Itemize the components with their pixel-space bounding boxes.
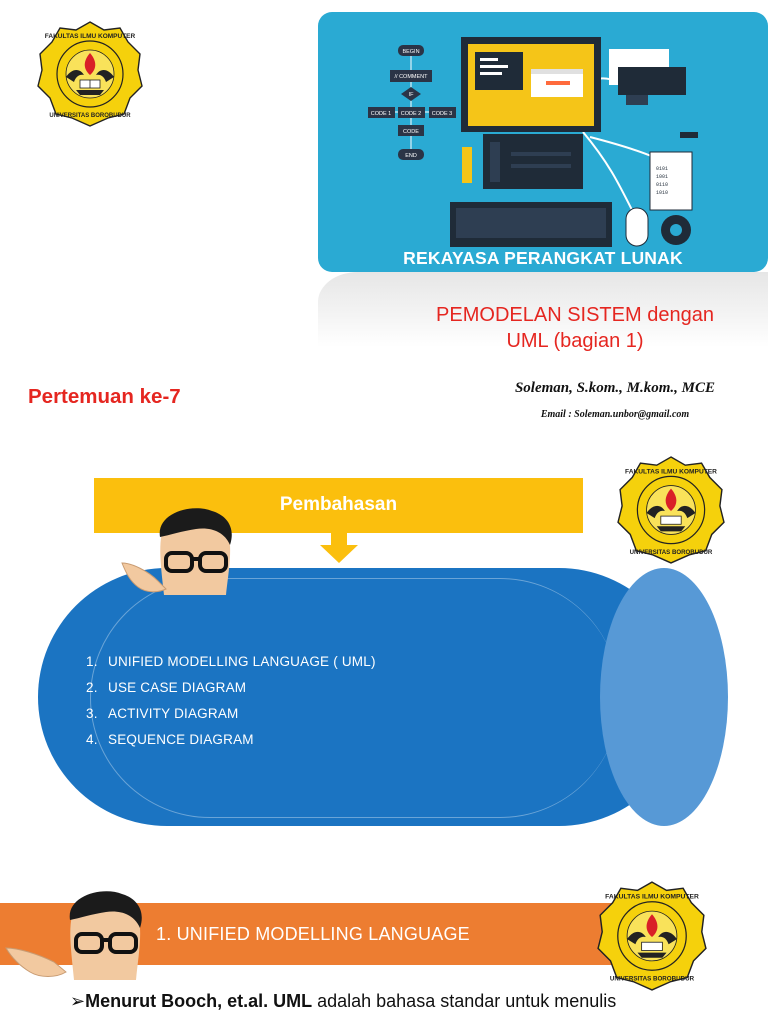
author-email: Email : Soleman.unbor@gmail.com <box>540 409 690 420</box>
definition-text: adalah bahasa standar untuk menulis <box>312 991 617 1011</box>
subtitle-line-1: PEMODELAN SISTEM dengan <box>436 304 714 326</box>
svg-text:// COMMENT: // COMMENT <box>394 74 428 80</box>
title-slide <box>0 0 768 450</box>
svg-text:IF: IF <box>408 92 414 98</box>
svg-text:END: END <box>405 153 417 159</box>
university-logo <box>36 20 144 128</box>
svg-text:CODE 2: CODE 2 <box>400 111 422 117</box>
meeting-number: Pertemuan ke-7 <box>28 385 181 408</box>
man-with-glasses-icon <box>2 888 152 980</box>
svg-text:CODE: CODE <box>403 129 419 135</box>
definition-source: Menurut Booch, et.al. UML <box>85 991 313 1011</box>
svg-text:UNIVERSITAS BOROBUDUR: UNIVERSITAS BOROBUDUR <box>609 975 695 983</box>
banner-title: REKAYASA PERANGKAT LUNAK <box>403 248 683 268</box>
svg-text:UNIVERSITAS BOROBUDUR: UNIVERSITAS BOROBUDUR <box>49 113 131 119</box>
arrow-down-icon <box>320 533 358 563</box>
list-item: 2. USE CASE DIAGRAM <box>86 680 247 695</box>
university-logo-section <box>596 880 708 992</box>
panel-end-cap <box>600 568 728 826</box>
character-illustration <box>100 505 250 600</box>
course-banner <box>318 12 768 272</box>
svg-text:FAKULTAS ILMU KOMPUTER: FAKULTAS ILMU KOMPUTER <box>625 468 717 476</box>
list-item: 4. SEQUENCE DIAGRAM <box>86 732 254 747</box>
university-seal-icon <box>616 455 726 565</box>
svg-text:0101: 0101 <box>656 166 669 172</box>
author-name: Soleman, S.kom., M.kom., MCE <box>514 380 716 396</box>
list-item: 3. ACTIVITY DIAGRAM <box>86 706 239 721</box>
presentation-subtitle <box>420 302 730 354</box>
svg-text:CODE 3: CODE 3 <box>431 111 453 117</box>
svg-text:1010: 1010 <box>656 190 669 196</box>
section-title: 1. UNIFIED MODELLING LANGUAGE <box>156 924 470 944</box>
svg-text:CODE 1: CODE 1 <box>370 111 392 117</box>
university-seal-icon <box>596 880 708 992</box>
subtitle-line-2: UML (bagian 1) <box>506 330 644 352</box>
character-illustration-small <box>2 888 152 985</box>
agenda-list <box>86 649 376 753</box>
agenda-title: Pembahasan <box>279 494 398 515</box>
svg-text:1001: 1001 <box>656 174 669 180</box>
university-logo-small <box>616 455 726 565</box>
uml-definition <box>70 991 760 1012</box>
svg-text:FAKULTAS ILMU KOMPUTER: FAKULTAS ILMU KOMPUTER <box>605 893 699 901</box>
svg-text:UNIVERSITAS BOROBUDUR: UNIVERSITAS BOROBUDUR <box>629 548 713 556</box>
flowchart-graphic <box>368 45 456 160</box>
svg-text:BEGIN: BEGIN <box>402 49 420 55</box>
man-with-glasses-icon <box>100 505 250 595</box>
agenda-slide <box>0 450 768 870</box>
list-item: 1. UNIFIED MODELLING LANGUAGE ( UML) <box>86 654 376 669</box>
uml-slide <box>0 870 768 1024</box>
bullet-icon: ➢ <box>70 991 86 1011</box>
university-seal-icon <box>36 20 144 128</box>
svg-text:0110: 0110 <box>656 182 669 188</box>
computer-illustration <box>318 12 768 272</box>
svg-text:FAKULTAS ILMU KOMPUTER: FAKULTAS ILMU KOMPUTER <box>44 33 136 40</box>
